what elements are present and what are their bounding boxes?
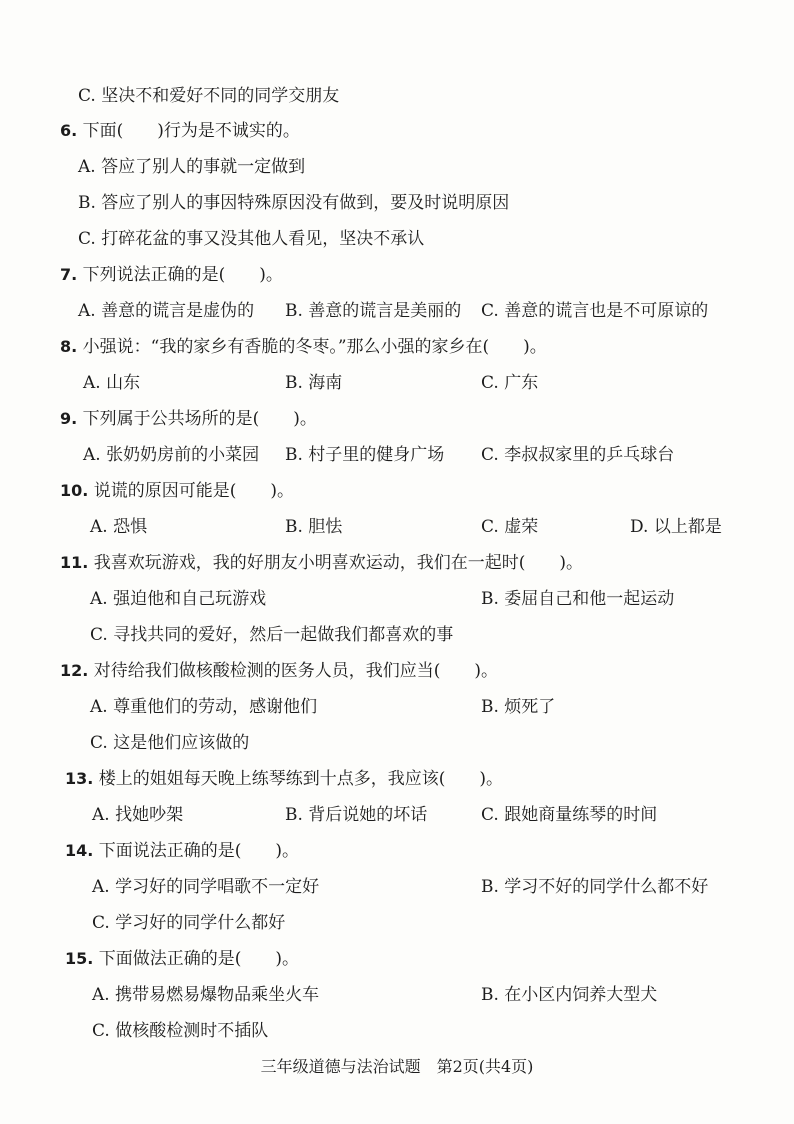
q14-option-c: C. 学习好的同学什么都好: [92, 913, 286, 933]
q11-option-c: C. 寻找共同的爱好，然后一起做我们都喜欢的事: [90, 625, 454, 645]
question-number: 6.: [60, 121, 78, 140]
q13-option-b: B. 背后说她的坏话: [285, 805, 428, 825]
q13-option-a: A. 找她吵架: [92, 805, 184, 825]
question-number: 14.: [65, 841, 94, 860]
question-10: [60, 480, 294, 502]
question-11: [60, 552, 583, 574]
q8-option-a: A. 山东: [83, 373, 141, 393]
q5-option-c: C. 坚决不和爱好不同的同学交朋友: [78, 86, 340, 106]
question-number: 9.: [60, 409, 78, 428]
q11-option-a: A. 强迫他和自己玩游戏: [90, 589, 267, 609]
q14-option-a: A. 学习好的同学唱歌不一定好: [92, 877, 320, 897]
q12-option-b: B. 烦死了: [481, 697, 556, 717]
question-text: 下面说法正确的是( )。: [98, 841, 300, 861]
q8-option-b: B. 海南: [285, 373, 343, 393]
question-12: [60, 660, 498, 682]
question-text: 小强说：“我的家乡有香脆的冬枣。”那么小强的家乡在( )。: [82, 337, 547, 357]
q7-option-a: A. 善意的谎言是虚伪的: [78, 301, 255, 321]
question-14: [65, 840, 299, 862]
q6-option-a: A. 答应了别人的事就一定做到: [78, 157, 306, 177]
question-9: [60, 408, 317, 430]
q9-option-a: A. 张奶奶房前的小菜园: [83, 445, 260, 465]
q9-option-b: B. 村子里的健身广场: [285, 445, 445, 465]
q14-option-b: B. 学习不好的同学什么都不好: [481, 877, 709, 897]
question-8: [60, 336, 547, 358]
question-number: 13.: [65, 769, 94, 788]
q15-option-c: C. 做核酸检测时不插队: [92, 1021, 269, 1041]
question-text: 说谎的原因可能是( )。: [93, 481, 295, 501]
page-footer: 三年级道德与法治试题 第2页(共4页): [260, 1057, 534, 1076]
q15-option-a: A. 携带易燃易爆物品乘坐火车: [92, 985, 320, 1005]
q9-option-c: C. 李叔叔家里的乒乓球台: [481, 445, 675, 465]
q7-option-c: C. 善意的谎言也是不可原谅的: [481, 301, 709, 321]
question-text: 下面做法正确的是( )。: [98, 949, 300, 969]
question-number: 7.: [60, 265, 78, 284]
question-text: 楼上的姐姐每天晚上练琴练到十点多，我应该( )。: [98, 769, 504, 789]
question-number: 15.: [65, 949, 94, 968]
question-text: 下列属于公共场所的是( )。: [82, 409, 317, 429]
question-7: [60, 264, 283, 286]
q13-option-c: C. 跟她商量练琴的时间: [481, 805, 658, 825]
question-text: 下列说法正确的是( )。: [82, 265, 283, 285]
q10-option-b: B. 胆怯: [285, 517, 343, 537]
q15-option-b: B. 在小区内饲养大型犬: [481, 985, 658, 1005]
q12-option-c: C. 这是他们应该做的: [90, 733, 250, 753]
question-number: 10.: [60, 481, 89, 500]
question-13: [65, 768, 503, 790]
question-number: 12.: [60, 661, 89, 680]
q6-option-c: C. 打碎花盆的事又没其他人看见，坚决不承认: [78, 229, 425, 249]
q10-option-a: A. 恐惧: [90, 517, 148, 537]
question-text: 我喜欢玩游戏，我的好朋友小明喜欢运动，我们在一起时( )。: [93, 553, 584, 573]
q8-option-c: C. 广东: [481, 373, 539, 393]
question-6: [60, 120, 300, 142]
q11-option-b: B. 委屈自己和他一起运动: [481, 589, 675, 609]
q10-option-d: D. 以上都是: [630, 517, 722, 537]
q6-option-b: B. 答应了别人的事因特殊原因没有做到，要及时说明原因: [78, 193, 510, 213]
question-number: 11.: [60, 553, 89, 572]
question-text: 下面( )行为是不诚实的。: [82, 121, 300, 141]
q12-option-a: A. 尊重他们的劳动，感谢他们: [90, 697, 318, 717]
question-text: 对待给我们做核酸检测的医务人员，我们应当( )。: [93, 661, 499, 681]
question-15: [65, 948, 299, 970]
q10-option-c: C. 虚荣: [481, 517, 539, 537]
q7-option-b: B. 善意的谎言是美丽的: [285, 301, 462, 321]
question-number: 8.: [60, 337, 78, 356]
